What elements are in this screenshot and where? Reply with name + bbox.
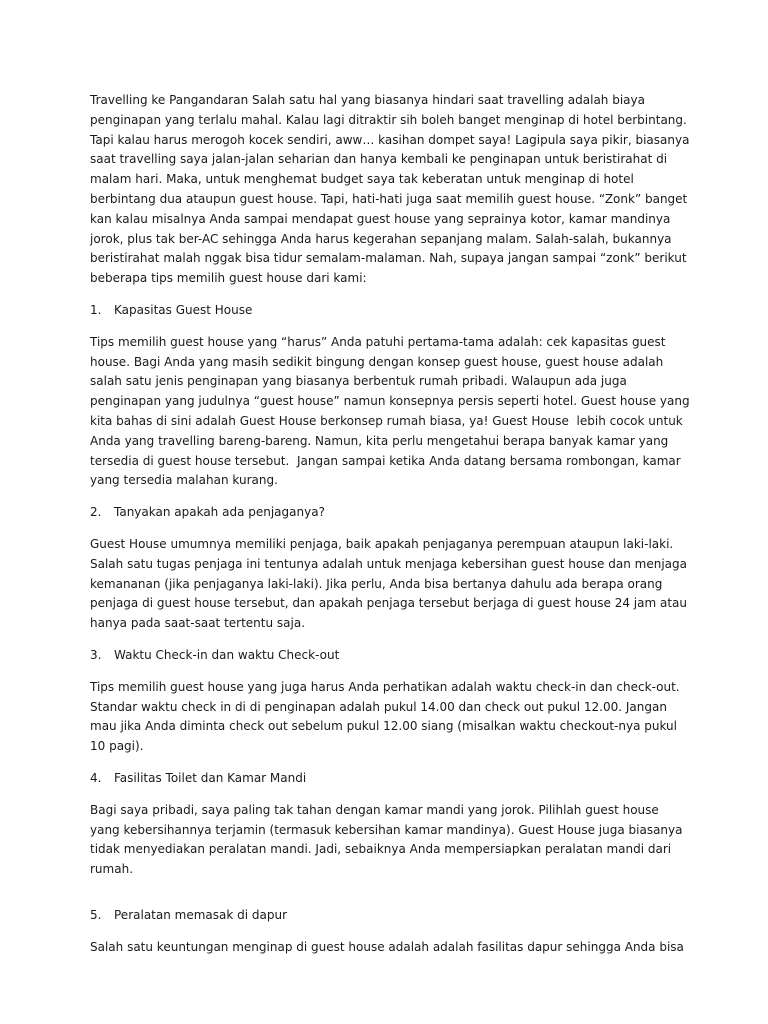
section-1-title: Kapasitas Guest House — [114, 302, 253, 317]
section-1-paragraph: Tips memilih guest house yang “harus” Anda patuhi pertama-tama adalah: cek kapasitas guest house. Bagi Anda yang masih sedikit bingung dengan konsep guest house, guest house adalah salah satu jenis penginapan yang biasanya berbentuk rumah pribadi. Walaupun ada juga penginapan yang judulnya “guest house” namun konsepnya persis seperti hotel. Guest house yang kita bahas di sini adalah Guest House berkonsep rumah biasa, ya! Guest House lebih cocok untuk Anda yang travelling bareng-bareng. Namun, kita perlu mengetahui berapa banyak kamar yang tersedia di guest house tersebut. Jangan sampai ketika Anda datang bersama rombongan, kamar yang tersedia malahan kurang. — [90, 334, 694, 488]
section-2-title: Tanyakan apakah ada penjaganya? — [114, 505, 325, 520]
section-5-number: 5. — [90, 907, 102, 922]
section-5-heading — [90, 906, 690, 926]
section-4-number: 4. — [90, 770, 102, 785]
section-2-paragraph: Guest House umumnya memiliki penjaga, baik apakah penjaganya perempuan ataupun laki-laki. Salah satu tugas penjaga ini tentunya adalah untuk menjaga kebersihan guest house dan menjaga kemananan (jika penjaganya laki-laki). Jika perlu, Anda bisa bertanya dahulu ada berapa orang penjaga di guest house tersebut, dan apakah penjaga tersebut berjaga di guest house 24 jam atau hanya pada saat-saat tertentu saja. — [90, 536, 691, 631]
section-1-number: 1. — [90, 302, 102, 317]
section-4-paragraph: Bagi saya pribadi, saya paling tak tahan dengan kamar mandi yang jorok. Pilihlah guest house yang kebersihannya terjamin (termasuk kebersihan kamar mandinya). Guest House juga biasanya tidak menyediakan peralatan mandi. Jadi, sebaiknya Anda mempersiapkan peralatan mandi dari rumah. — [90, 802, 687, 877]
section-3-title: Waktu Check-in dan waktu Check-out — [114, 647, 340, 662]
section-5-paragraph: Salah satu keuntungan menginap di guest house adalah adalah fasilitas dapur sehingga Anda bisa — [90, 939, 684, 954]
section-3-number: 3. — [90, 647, 102, 662]
section-2-number: 2. — [90, 505, 102, 520]
section-1-heading — [90, 301, 690, 321]
intro-paragraph: Travelling ke Pangandaran Salah satu hal yang biasanya hindari saat travelling adalah biaya penginapan yang terlalu mahal. Kalau lagi ditraktir sih boleh banget menginap di hotel berbintang. Tapi kalau harus merogoh kocek sendiri, aww… kasihan dompet saya! Lagipula saya pikir, biasanya saat travelling saya jalan-jalan seharian dan hanya kembali ke penginapan untuk beristirahat di malam hari. Maka, untuk menghemat budget saya tak keberatan untuk menginap di hotel berbintang dua ataupun guest house. Tapi, hati-hati juga saat memilih guest house. “Zonk” banget kan kalau misalnya Anda sampai mendapat guest house yang seprainya kotor, kamar mandinya jorok, plus tak ber-AC sehingga Anda harus kegerahan sepanjang malam. Salah-salah, bukannya beristirahat malah nggak bisa tidur semalam-malaman. Nah, supaya jangan sampai “zonk” berikut beberapa tips memilih guest house dari kami: — [90, 93, 694, 286]
section-3-paragraph: Tips memilih guest house yang juga harus Anda perhatikan adalah waktu check-in dan check-out. Standar waktu check in di di penginapan adalah pukul 14.00 dan check out pukul 12.00. Jangan mau jika Anda diminta check out sebelum pukul 12.00 siang (misalkan waktu checkout-nya pukul 10 pagi). — [90, 679, 684, 754]
section-4-title: Fasilitas Toilet dan Kamar Mandi — [114, 770, 307, 785]
document-body — [90, 91, 694, 969]
section-5-title: Peralatan memasak di dapur — [114, 907, 288, 922]
section-4-heading — [90, 769, 690, 789]
section-2-heading — [90, 503, 690, 523]
section-3-heading — [90, 646, 690, 666]
